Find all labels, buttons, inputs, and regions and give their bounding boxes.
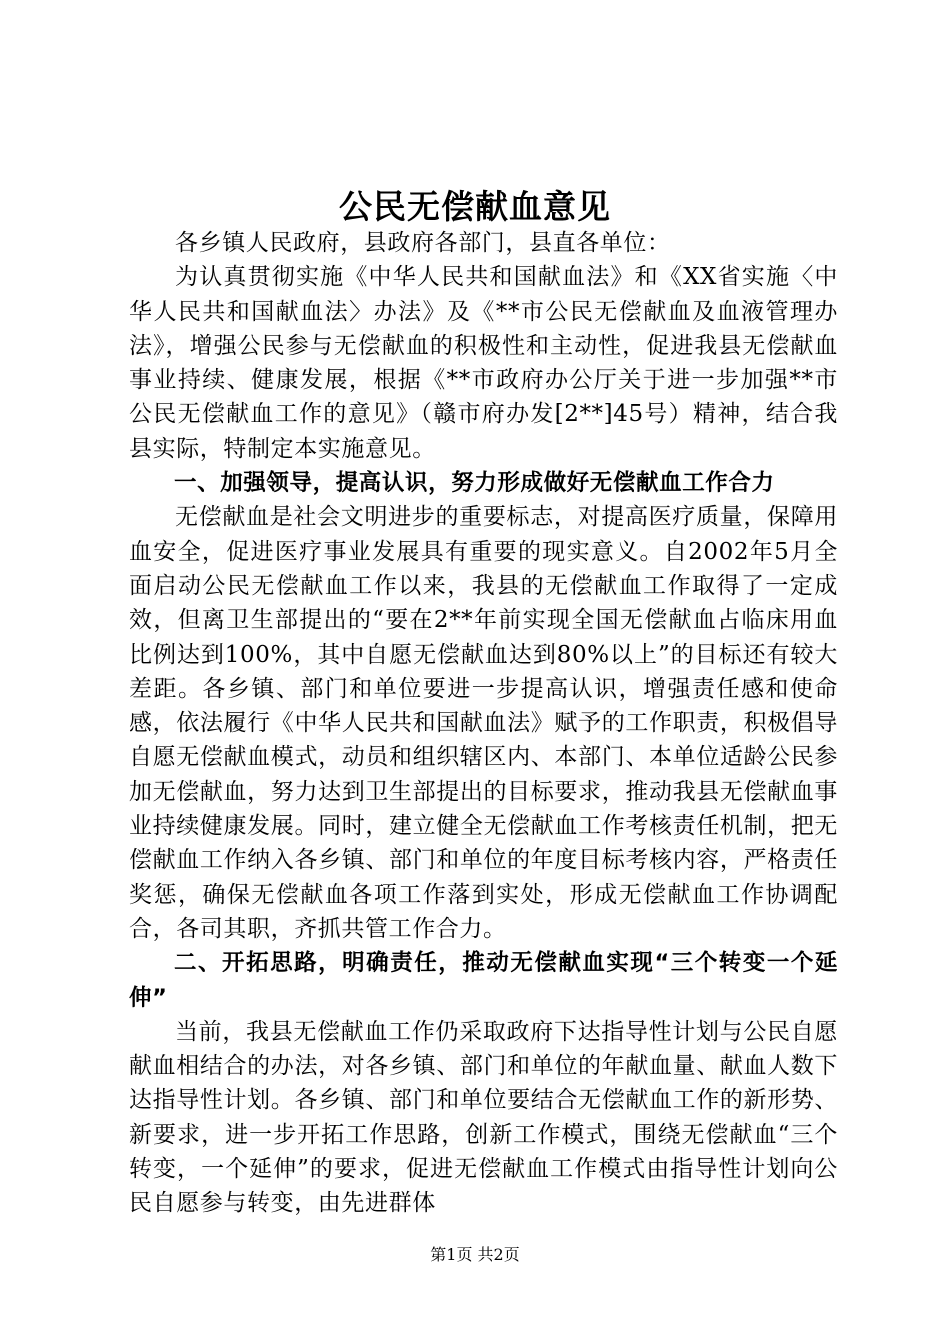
page-number: 第1页 共2页 [430,1245,520,1264]
salutation: 各乡镇人民政府，县政府各部门，县直各单位： [175,230,671,256]
section-1-paragraph: 无偿献血是社会文明进步的重要标志，对提高医疗质量，保障用血安全，促进医疗事业发展具有重要的现实意义。自2002年5月全面启动公民无偿献血工作以来，我县的无偿献血工作取得了一定成效，但离卫生部提出的“要在2**年前实现全国无偿献血占临床用血比例达到100%，其中自愿无偿献血达到80%以上”的目标还有较大差距。各乡镇、部门和单位要进一步提高认识，增强责任感和使命感，依法履行《中华人民共和国献血法》赋予的工作职责，积极倡导自愿无偿献血模式，动员和组织辖区内、本部门、本单位适龄公民参加无偿献血，努力达到卫生部提出的目标要求，推动我县无偿献血事业持续健康发展。同时，建立健全无偿献血工作考核责任机制，把无偿献血工作纳入各乡镇、部门和单位的年度目标考核内容，严格责任奖惩，确保无偿献血各项工作落到实处，形成无偿献血工作协调配合，各司其职，齐抓共管工作合力。 [129,504,838,942]
intro-paragraph: 为认真贯彻实施《中华人民共和国献血法》和《XX省实施〈中华人民共和国献血法〉办法》及《**市公民无偿献血及血液管理办法》，增强公民参与无偿献血的积极性和主动性，促进我县无偿献血事业持续、健康发展，根据《**市政府办公厅关于进一步加强**市公民无偿献血工作的意见》（赣市府办发[2**]45号）精神，结合我县实际，特制定本实施意见。 [129,264,838,462]
section-2-paragraph: 当前，我县无偿献血工作仍采取政府下达指导性计划与公民自愿献血相结合的办法，对各乡镇、部门和单位的年献血量、献血人数下达指导性计划。各乡镇、部门和单位要结合无偿献血工作的新形势、新要求，进一步开拓工作思路，创新工作模式，围绕无偿献血“三个转变，一个延伸”的要求，促进无偿献血工作模式由指导性计划向公民自愿参与转变，由先进群体 [129,1018,838,1217]
section-1-heading: 一、加强领导，提高认识，努力形成做好无偿献血工作合力 [174,470,775,497]
document-title: 公民无偿献血意见 [339,187,611,226]
document-body [129,226,838,1221]
section-2-heading: 二、开拓思路，明确责任，推动无偿献血实现“三个转变一个延伸” [129,950,838,1011]
